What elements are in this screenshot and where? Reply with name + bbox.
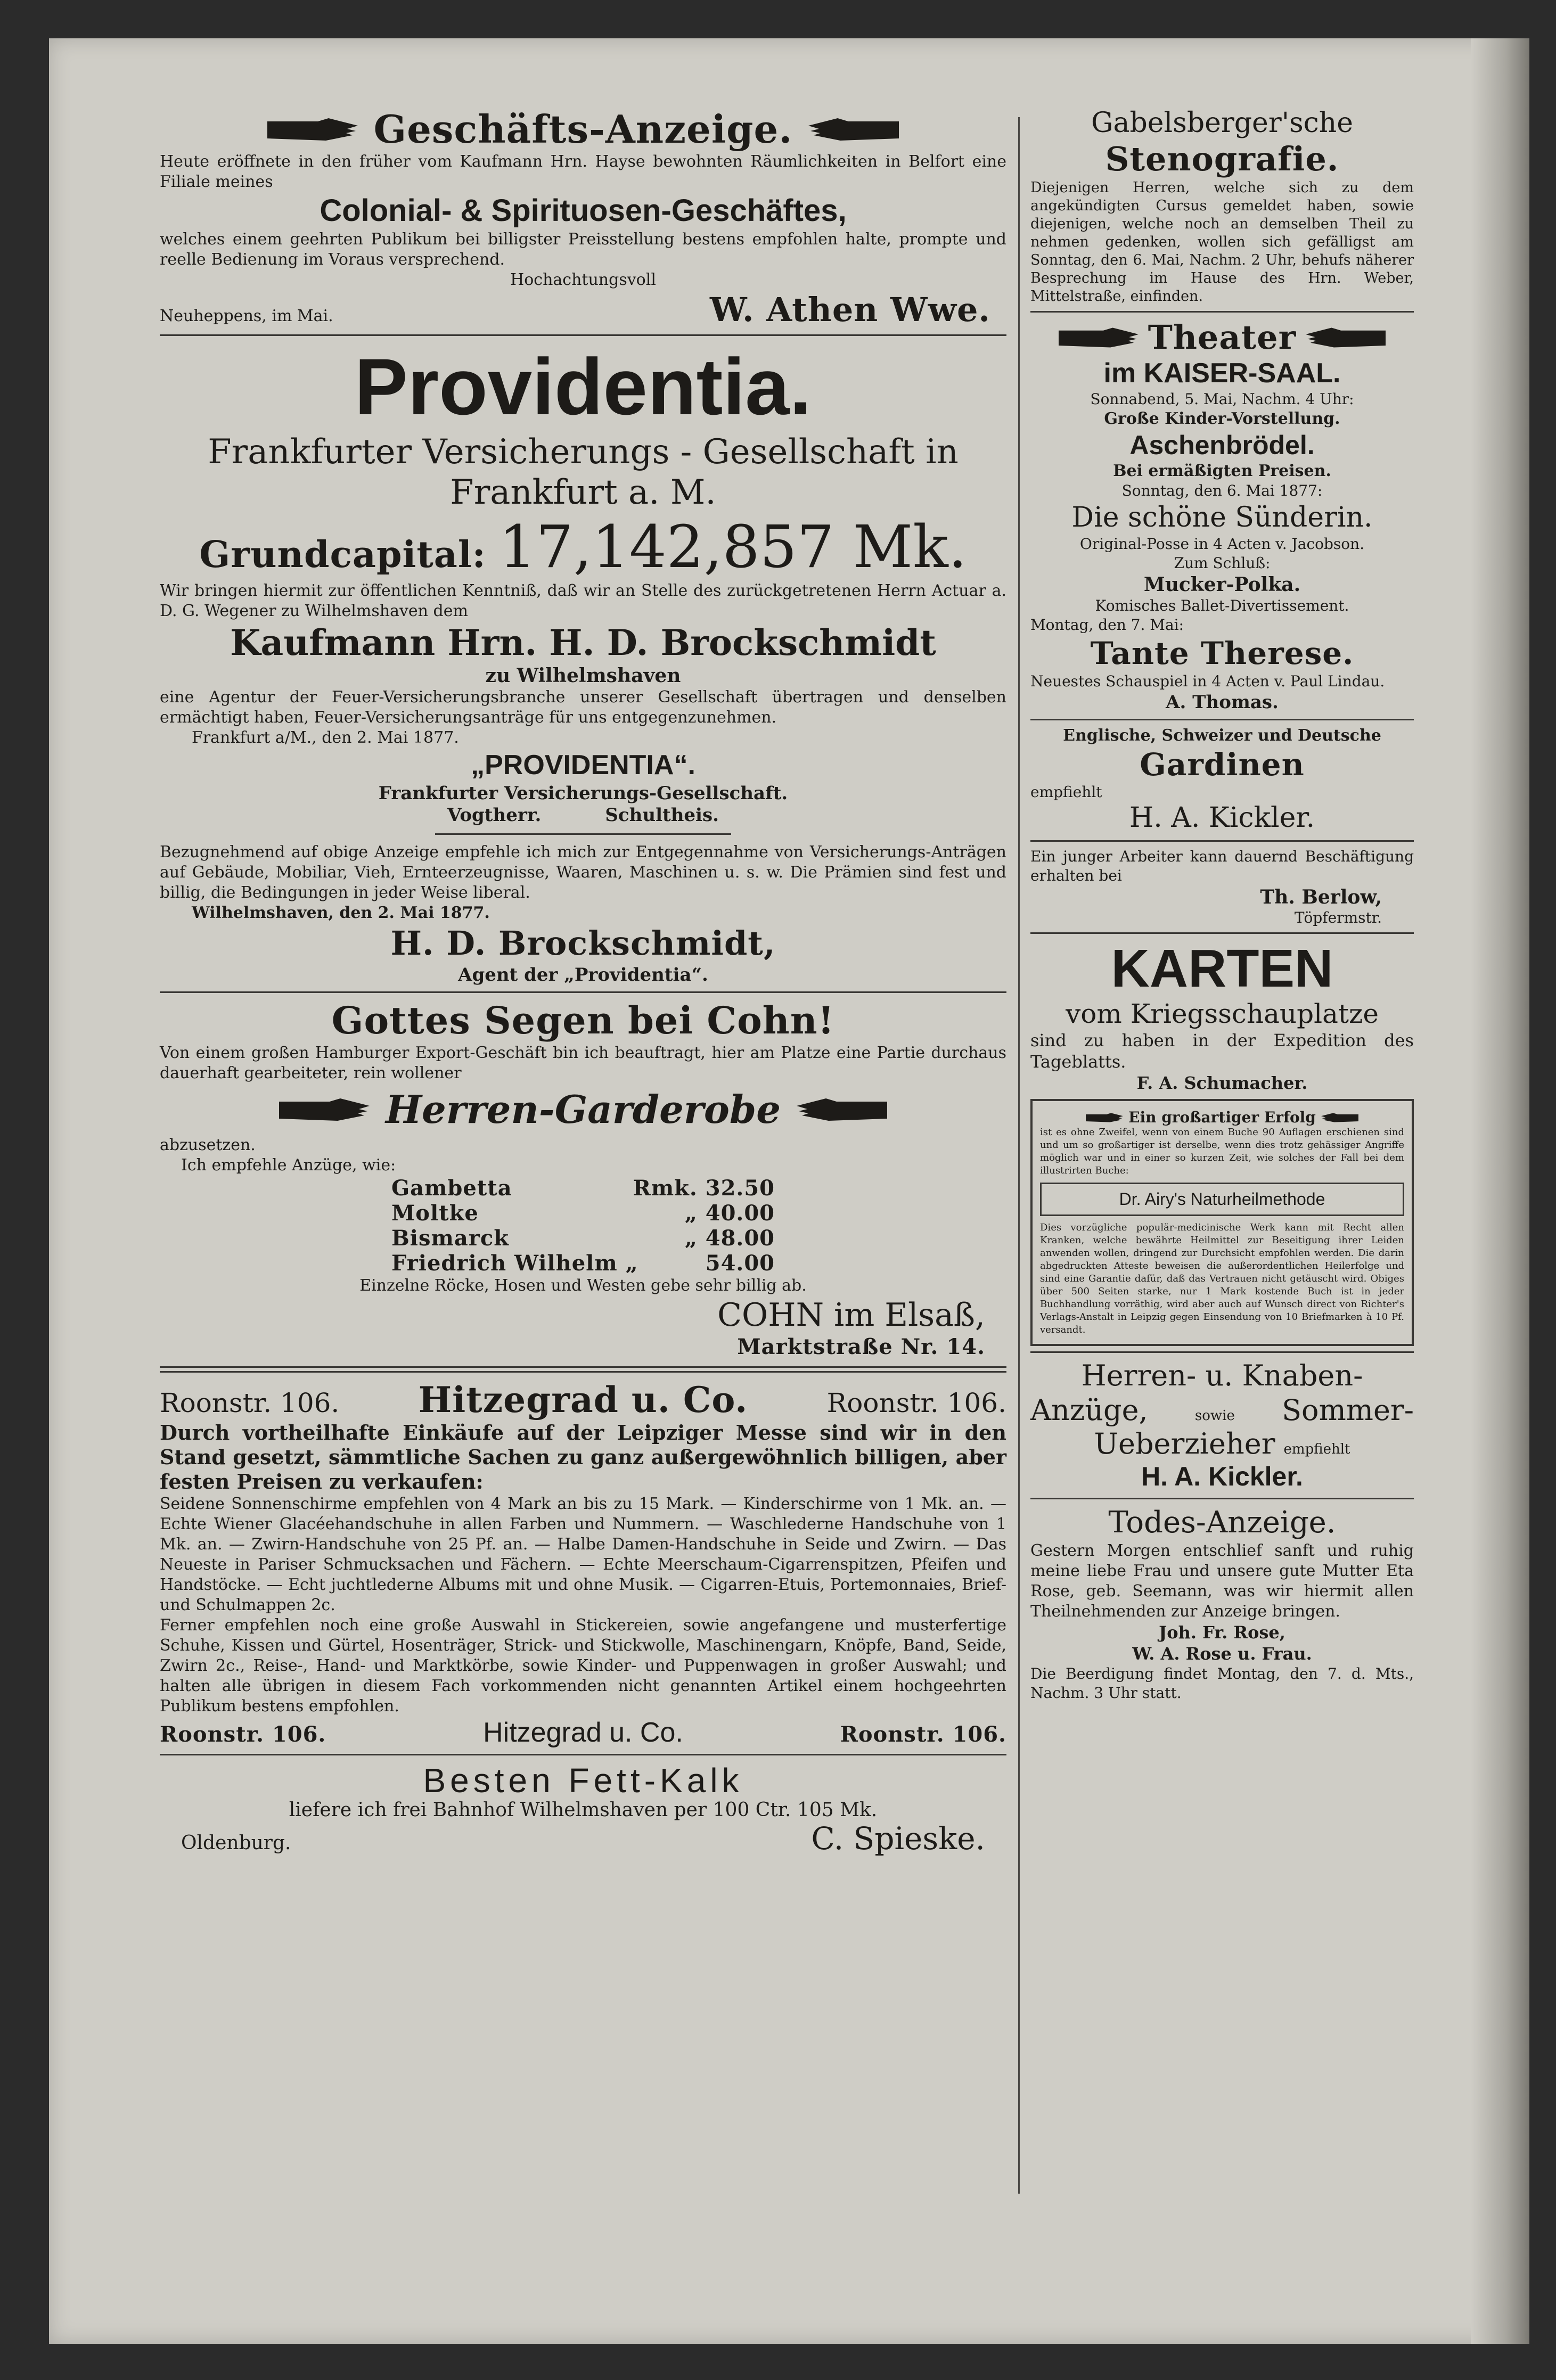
ad-subtitle: vom Kriegsschauplatze	[1066, 998, 1379, 1029]
agent-name: H. D. Brockschmidt,	[390, 924, 776, 963]
divider	[435, 833, 732, 835]
ad-airy	[1040, 1109, 1404, 1336]
address-label: Roonstr. 106.	[840, 1722, 1006, 1747]
ad-title: Besten Fett-Kalk	[423, 1761, 743, 1800]
place: Oldenburg.	[181, 1832, 291, 1854]
date-line: Frankfurt a/M., den 2. Mai 1877.	[192, 728, 459, 747]
ad-theater	[1030, 318, 1414, 713]
ad-text: Ein junger Arbeiter kann dauernd Beschäftigung erhalten bei	[1030, 848, 1414, 884]
signature: Joh. Fr. Rose,	[1159, 1622, 1285, 1643]
program-line: Montag, den 7. Mai:	[1030, 616, 1184, 634]
book-title-box	[1040, 1183, 1404, 1216]
ad-text: Einzelne Röcke, Hosen und Westen gebe sehr billig ab.	[359, 1276, 807, 1295]
ad-text: Gestern Morgen entschlief sanft und ruhig meine liebe Frau und unsere gute Mutter Eta Rose, geb. Seemann, was wir hiermit allen Theilnehmenden zur Anzeige bringen.	[1030, 1541, 1414, 1621]
seller-name: COHN im Elsaß,	[717, 1296, 985, 1334]
ad-title: Gottes Segen bei Cohn!	[331, 998, 835, 1043]
book-title: Dr. Airy's Naturheilmethode	[1119, 1189, 1325, 1209]
agent-role: Agent der „Providentia“.	[458, 964, 708, 986]
price-item: Bismarck „ 48.00	[391, 1226, 775, 1251]
price-item: Gambetta Rmk. 32.50	[391, 1176, 775, 1201]
program-line: Bei ermäßigten Preisen.	[1113, 462, 1331, 480]
ad-cohn	[160, 998, 1006, 1360]
divider	[1030, 840, 1414, 842]
divider	[160, 1366, 1006, 1373]
pointing-hand-icon	[797, 1097, 887, 1122]
signature: Th. Berlow,	[1260, 886, 1382, 908]
ad-text: Von einem großen Hamburger Export-Geschäft bin ich beauftragt, hier am Platze eine Partie durchaus dauerhaft gearbeiteter, rein wollener	[160, 1044, 1006, 1082]
price-list	[391, 1176, 775, 1276]
ad-text: Bezugnehmend auf obige Anzeige empfehle ich mich zur Entgegennahme von Versicherungs-Anträgen auf Gebäude, Mobiliar, Vieh, Ernteerzeugnisse, Waaren, Maschinen u. s. w. Die Prämien sind fest und billig, die Bedingungen in jeder Weise liberal.	[160, 843, 1006, 902]
ad-lead: Durch vortheilhafte Einkäufe auf der Leipziger Messe sind wir in den Stand gesetzt, sämmtliche Sachen zu ganz außergewöhnlich billigen, aber festen Preisen zu verkaufen:	[160, 1421, 1006, 1493]
signature: C. Spieske.	[811, 1820, 985, 1857]
signature: A. Thomas.	[1166, 692, 1279, 713]
address-label: Roonstr. 106.	[160, 1388, 340, 1418]
agent-city: zu Wilhelmshaven	[485, 664, 681, 687]
ad-title: Sommer-	[1282, 1393, 1414, 1427]
ad-anzuege	[1030, 1358, 1414, 1492]
ad-title: Hitzegrad u. Co.	[418, 1379, 748, 1421]
program-title: Tante Therese.	[1090, 635, 1354, 671]
venue: im KAISER-SAAL.	[1103, 358, 1341, 389]
price-item: Moltke „ 40.00	[391, 1201, 775, 1226]
pointing-hand-icon	[1086, 1112, 1123, 1123]
agent-line: Kaufmann Hrn. H. D. Brockschmidt	[230, 622, 936, 663]
ad-text: Ferner empfehlen noch eine große Auswahl in Stickereien, sowie angefangene und musterfertige Schuhe, Kissen und Gürtel, Hosenträger, Strick- und Stickwolle, Maschinengarn, Knöpfe, Band, Seide, Zwirn 2c., Reise-, Hand- und Marktkörbe, sowie Kinder- und Puppenwagen in großer Auswahl; und halten alle übrigen in diesem Fach vorkommenden nicht genannten Artikel einem hochgeehrten Publikum bestens empfohlen.	[160, 1616, 1006, 1716]
ad-text: sowie	[1194, 1408, 1235, 1424]
divider	[1030, 1498, 1414, 1499]
signature: H. A. Kickler.	[1141, 1462, 1303, 1491]
signature: F. A. Schumacher.	[1136, 1073, 1308, 1093]
program-line: Sonnabend, 5. Mai, Nachm. 4 Uhr:	[1090, 390, 1354, 408]
ad-todes-anzeige	[1030, 1505, 1414, 1703]
ad-stenografie	[1030, 106, 1414, 306]
right-column	[1030, 106, 1414, 1703]
divider	[160, 991, 1006, 993]
company-name: „PROVIDENTIA“.	[471, 750, 695, 781]
program-line: Original-Posse in 4 Acten v. Jacobson.	[1079, 535, 1365, 553]
ad-text: empfiehlt	[1283, 1441, 1350, 1457]
divider	[1030, 719, 1414, 720]
ad-title: Todes-Anzeige.	[1108, 1505, 1336, 1540]
program-line: Zum Schluß:	[1174, 554, 1271, 572]
price-item: Friedrich Wilhelm „ 54.00	[391, 1251, 775, 1276]
ad-title: Ein großartiger Erfolg	[1128, 1109, 1316, 1126]
program-line: Komisches Ballet-Divertissement.	[1095, 597, 1349, 614]
ad-text: abzusetzen.	[160, 1136, 256, 1154]
divider	[1030, 1351, 1414, 1353]
shop-name: Colonial- & Spirituosen-Geschäftes,	[320, 193, 847, 228]
ad-text: Diejenigen Herren, welche sich zu dem angekündigten Cursus gemeldet haben, sowie diejenigen, welche noch an demselben Theil zu nehmen gedenken, wollen sich gefälligst am Sonntag, den 6. Mai, Nachm. 2 Uhr, behufs näherer Besprechung im Hause des Hrn. Weber, Mittelstraße, einfinden.	[1030, 179, 1414, 305]
pointing-hand-icon	[808, 117, 899, 142]
ad-title: Stenografie.	[1105, 139, 1339, 178]
ad-text: empfiehlt	[1030, 783, 1102, 801]
ad-arbeiter	[1030, 847, 1414, 927]
ad-text: Ich empfehle Anzüge, wie:	[181, 1156, 396, 1175]
product-name: Herren-Garderobe	[385, 1087, 781, 1132]
ad-gardinen	[1030, 726, 1414, 835]
pointing-hand-icon	[267, 117, 358, 142]
ad-text: liefere ich frei Bahnhof Wilhelmshaven per 100 Ctr. 105 Mk.	[289, 1799, 878, 1821]
ad-airy-frame	[1030, 1099, 1414, 1346]
place-date: Neuheppens, im Mai.	[160, 307, 333, 325]
ad-text: Heute eröffnete in den früher vom Kaufmann Hrn. Hayse bewohnten Räumlichkeiten in Belfort eine Filiale meines	[160, 152, 1006, 191]
capital-label: Grundcapital:	[199, 534, 486, 576]
left-column	[160, 106, 1006, 1857]
ad-text: welches einem geehrten Publikum bei billigster Preisstellung bestens empfohlen halte, prompte und reelle Bedienung im Voraus versprechend.	[160, 230, 1006, 269]
divider	[1030, 932, 1414, 934]
program-line: Neuestes Schauspiel in 4 Acten v. Paul Lindau.	[1030, 672, 1385, 690]
company-name: Hitzegrad u. Co.	[483, 1717, 683, 1748]
address-label: Roonstr. 106.	[826, 1388, 1006, 1418]
signatory: Vogtherr.	[447, 805, 542, 826]
ad-subtitle: Frankfurter Versicherungs - Gesellschaft in	[208, 432, 959, 472]
divider	[160, 1754, 1006, 1755]
page-spine-shadow	[1471, 38, 1529, 2344]
capital-value: 17,142,857 Mk.	[498, 513, 967, 581]
program-title: Aschenbrödel.	[1129, 430, 1315, 460]
address-label: Roonstr. 106.	[160, 1722, 326, 1747]
ad-title: KARTEN	[1111, 939, 1333, 998]
ad-title: Theater	[1148, 318, 1297, 357]
ad-providentia	[160, 341, 1006, 986]
program-line: Sonntag, den 6. Mai 1877:	[1121, 482, 1323, 499]
signature: H. A. Kickler.	[1129, 802, 1315, 834]
greeting: Hochachtungsvoll	[510, 270, 656, 289]
program-title: Die schöne Sünderin.	[1071, 502, 1373, 534]
ad-text: Seidene Sonnenschirme empfehlen von 4 Mark an bis zu 15 Mark. — Kinderschirme von 1 Mk. an. — Echte Wiener Glacéehandschuhe in allen Farben und Nummern. — Waschlederne Handschuhe von 1 Mk. an. — Zwirn-Handschuhe von 25 Pf. an. — Halbe Damen-Handschuhe in Seide und Zwirn. — Das Neueste in Pariser Schmucksachen und Fächern. — Echte Meerschaum-Cigarrenspitzen, Pfeifen und Handstöcke. — Echt juchtlederne Albums mit und ohne Musik. — Cigarren-Etuis, Portemonnaies, Brief- und Schulmappen 2c.	[160, 1495, 1006, 1614]
seller-address: Marktstraße Nr. 14.	[737, 1334, 985, 1359]
pointing-hand-icon	[1321, 1112, 1358, 1123]
ad-title: Herren- u. Knaben-	[1081, 1359, 1363, 1392]
ad-fett-kalk	[160, 1761, 1006, 1857]
ad-subtitle: Frankfurt a. M.	[450, 473, 716, 512]
ad-text: Dies vorzügliche populär-medicinische Werk kann mit Recht allen Kranken, welche bewährte Heilmittel zur Beseitigung ihrer Leiden anwenden wollen, dringend zur Durchsicht empfohlen werden. Die darin abgedruckten Atteste beweisen die außerordentlichen Heilerfolge und sind eine Garantie dafür, daß das Vertrauen nicht getäuscht wird. Obiges über 500 Seiten starke, nur 1 Mark kostende Buch ist in jeder Buchhandlung vorräthig, wird aber auch auf Wunsch direct von Richter's Verlags-Anstalt in Leipzig gegen Einsendung von 10 Briefmarken à 10 Pf. versandt.	[1040, 1222, 1404, 1335]
ad-text: Die Beerdigung findet Montag, den 7. d. Mts., Nachm. 3 Uhr statt.	[1030, 1665, 1414, 1702]
date-line: Wilhelmshaven, den 2. Mai 1877.	[192, 904, 490, 922]
ad-title: Anzüge,	[1030, 1393, 1148, 1427]
signatory: Schultheis.	[605, 805, 719, 826]
pointing-hand-icon	[1059, 325, 1139, 350]
ad-title: Ueberzieher	[1094, 1427, 1275, 1460]
ad-karten	[1030, 939, 1414, 1094]
ad-geschaefts-anzeige	[160, 106, 1006, 329]
divider	[160, 334, 1006, 336]
divider	[1030, 311, 1414, 313]
program-line: Große Kinder-Vorstellung.	[1104, 409, 1340, 428]
company-sub: Frankfurter Versicherungs-Gesellschaft.	[378, 783, 788, 804]
program-title: Mucker-Polka.	[1143, 573, 1301, 596]
ad-text: ist es ohne Zweifel, wenn von einem Buche 90 Auflagen erschienen sind und um so großartiger ist derselbe, wenn dies trotz gehässiger Angriffe möglich war und in einer so kurzen Zeit, wie solches der Fall bei dem illustrirten Buche:	[1040, 1127, 1404, 1176]
ad-text: sind zu haben in der Expedition des Tageblatts.	[1030, 1030, 1414, 1072]
ad-title: Gardinen	[1140, 746, 1305, 783]
ad-title: Englische, Schweizer und Deutsche	[1063, 726, 1381, 745]
ad-hitzegrad	[160, 1379, 1006, 1749]
signature: W. Athen Wwe.	[709, 290, 990, 329]
ad-text: eine Agentur der Feuer-Versicherungsbranche unserer Gesellschaft übertragen und denselben ermächtigt haben, Feuer-Versicherungsanträge für uns entgegenzunehmen.	[160, 688, 1006, 727]
column-rule	[1018, 117, 1020, 2194]
ad-title: Geschäfts-Anzeige.	[373, 106, 793, 152]
ad-title: Providentia.	[354, 342, 812, 431]
ad-text: Wir bringen hiermit zur öffentlichen Kenntniß, daß wir an Stelle des zurückgetretenen Herrn Actuar a. D. G. Wegener zu Wilhelmshaven dem	[160, 581, 1006, 620]
pointing-hand-icon	[1306, 325, 1386, 350]
pointing-hand-icon	[279, 1097, 370, 1122]
signature-role: Töpfermstr.	[1294, 909, 1382, 926]
ad-title: Gabelsberger'sche	[1091, 107, 1354, 139]
signature: W. A. Rose u. Frau.	[1132, 1644, 1312, 1664]
